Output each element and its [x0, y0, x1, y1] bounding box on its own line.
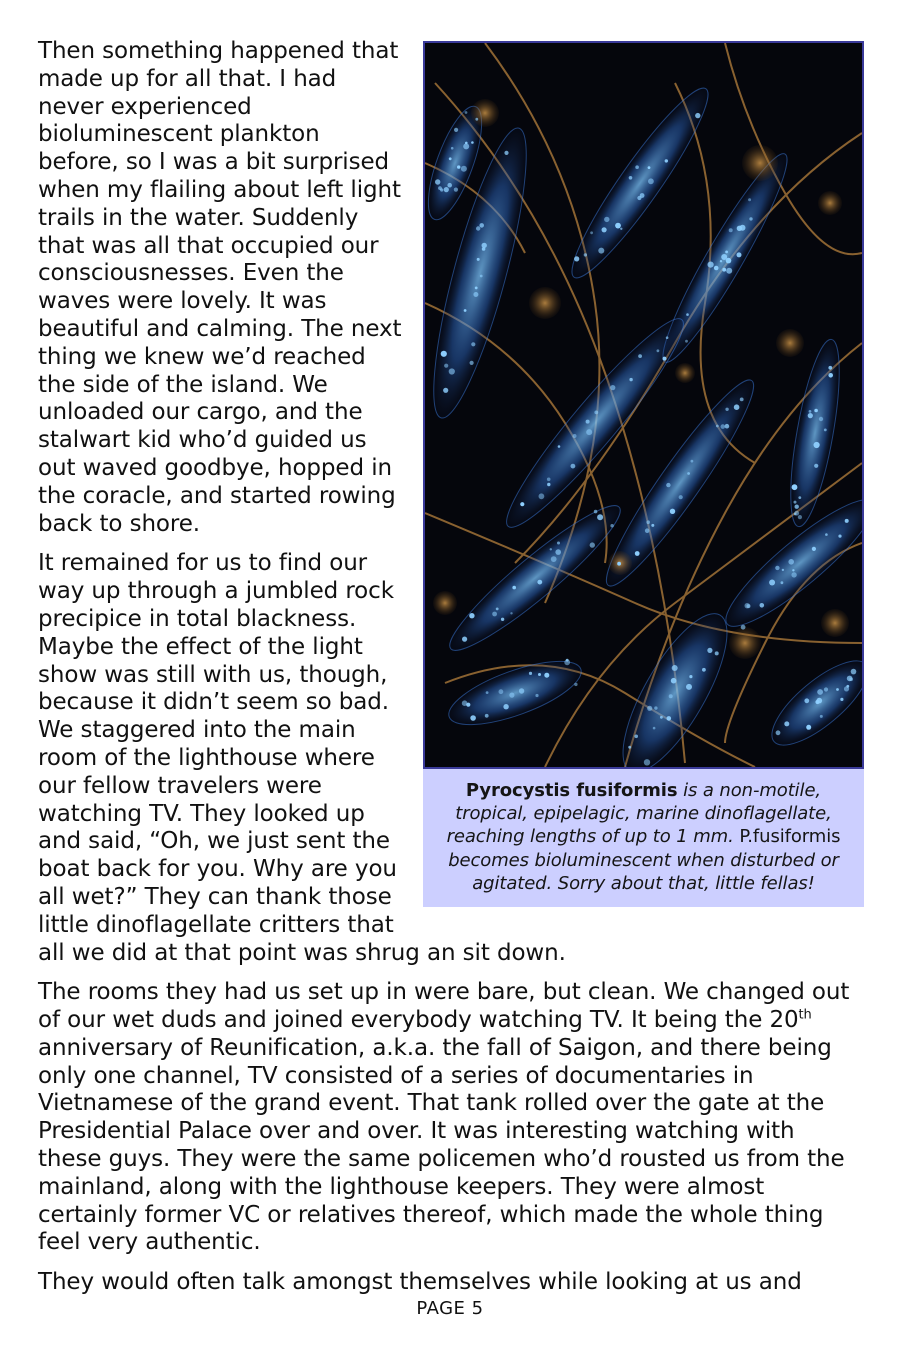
- photo-amber-speck: [675, 363, 695, 383]
- photo-glow-dot: [628, 746, 631, 749]
- photo-glow-dot: [708, 262, 714, 268]
- photo-glow-dot: [828, 366, 832, 370]
- photo-glow-dot: [844, 686, 849, 691]
- photo-glow-dot: [726, 268, 732, 274]
- photo-glow-dot: [635, 551, 640, 556]
- figure-caption: [423, 769, 864, 907]
- photo-glow-dot: [648, 178, 654, 184]
- photo-glow-dot: [647, 706, 652, 711]
- photo-amber-speck: [433, 591, 457, 615]
- photo-glow-dot: [444, 187, 449, 192]
- photo-glow-dot: [749, 217, 752, 220]
- photo-glow-dot: [594, 411, 598, 415]
- photo-glow-dot: [776, 730, 781, 735]
- photo-glow-dot: [666, 483, 670, 487]
- photo-glow-dot: [503, 704, 508, 709]
- photo-amber-speck: [529, 287, 561, 319]
- photo-glow-dot: [836, 688, 839, 691]
- photo-glow-dot: [775, 566, 779, 570]
- photo-glow-dot: [725, 251, 728, 254]
- photo-glow-dot: [714, 266, 719, 271]
- photo-glow-dot: [610, 385, 615, 390]
- photo-glow-dot: [640, 193, 645, 198]
- photo-glow-dot: [447, 183, 452, 188]
- photo-glow-dot: [470, 361, 474, 365]
- photo-glow-dot: [486, 691, 489, 694]
- photo-glow-dot: [482, 243, 487, 248]
- photo-glow-dot: [564, 659, 570, 665]
- photo-glow-dot: [574, 683, 577, 686]
- photo-glow-dot: [651, 524, 654, 527]
- photo-glow-dot: [720, 260, 722, 262]
- photo-glow-dot: [792, 484, 798, 490]
- photo-glow-dot: [547, 478, 551, 482]
- photo-glow-dot: [669, 694, 673, 698]
- photo-glow-dot: [529, 672, 532, 675]
- photo-glow-dot: [792, 569, 794, 571]
- caption-species-name: Pyrocystis fusiformis: [465, 780, 678, 801]
- photo-glow-dot: [788, 559, 794, 565]
- photo-glow-dot: [812, 547, 816, 551]
- photo-glow-dot: [814, 442, 820, 448]
- photo-glow-dot: [476, 226, 480, 230]
- photo-glow-dot: [670, 509, 675, 514]
- photo-glow-dot: [825, 533, 828, 536]
- photo-glow-dot: [598, 248, 604, 254]
- photo-glow-dot: [550, 548, 552, 550]
- photo-glow-dot: [501, 618, 504, 621]
- photo-glow-dot: [748, 198, 751, 201]
- photo-glow-dot: [689, 675, 692, 678]
- photo-glow-dot: [638, 354, 642, 358]
- photo-glow-dot: [604, 217, 609, 222]
- photo-glow-dot: [784, 721, 789, 726]
- photo-glow-dot: [782, 569, 784, 571]
- photo-glow-dot: [660, 716, 663, 719]
- photo-glow-dot: [798, 515, 802, 519]
- photo-glow-dot: [520, 502, 524, 506]
- photo-glow-dot: [557, 542, 560, 545]
- photo-glow-dot: [847, 676, 853, 682]
- paragraph-3-text-a: The rooms they had us set up in were bare, but clean. We changed out of our wet duds and joined everybody watching TV. It being the 20: [38, 979, 850, 1034]
- photo-glow-dot: [440, 188, 443, 191]
- photo-glow-dot: [466, 703, 470, 707]
- photo-glow-dot: [590, 231, 593, 234]
- photo-glow-dot: [435, 179, 440, 184]
- photo-glow-dot: [685, 340, 688, 343]
- photo-glow-dot: [602, 227, 607, 232]
- photo-glow-dot: [671, 678, 677, 684]
- photo-glow-dot: [475, 118, 478, 121]
- paragraph-2: It remained for us to find our way up through a jumbled rock precipice in total blackness. Maybe the effect of the light show was still with us, though, because it didn’t seem so bad. We staggered into the main room of the lighthouse where our fellow travelers were watching TV. They looked up and said, “Oh, we just sent the boat back for you. Why are you all wet?” They can thank those little dinoflagellate critters that all we did at that point was shrug an sit down.: [38, 550, 566, 966]
- photo-glow-dot: [465, 111, 468, 114]
- photo-glow-dot: [740, 398, 744, 402]
- photo-glow-dot: [475, 287, 478, 290]
- photo-glow-dot: [555, 549, 561, 555]
- photo-glow-dot: [477, 258, 480, 261]
- photo-glow-dot: [672, 665, 678, 671]
- photo-glow-dot: [544, 673, 549, 678]
- photo-glow-dot: [840, 698, 843, 701]
- photo-glow-dot: [471, 342, 475, 346]
- photo-glow-dot: [449, 368, 455, 374]
- photo-glow-dot: [804, 698, 809, 703]
- photo-glow-dot: [463, 143, 469, 149]
- photo-glow-dot: [737, 252, 742, 257]
- photo-glow-dot: [716, 425, 719, 428]
- photo-glow-dot: [451, 147, 454, 150]
- photo-glow-dot: [594, 510, 598, 514]
- photo-amber-speck: [821, 609, 849, 637]
- photo-glow-dot: [634, 735, 638, 739]
- photo-glow-dot: [737, 226, 742, 231]
- photo-glow-dot: [814, 464, 818, 468]
- photo-amber-speck: [742, 145, 778, 181]
- photo-amber-speck: [776, 329, 804, 357]
- plankton-figure: [423, 41, 864, 907]
- photo-glow-dot: [471, 141, 474, 144]
- page-number: PAGE 5: [416, 1298, 484, 1319]
- photo-glow-dot: [824, 429, 827, 432]
- caption-text-2: becomes bioluminescent when disturbed or agitated. Sorry about that, little fellas!: [448, 849, 839, 894]
- photo-glow-dot: [571, 464, 576, 469]
- caption-text-1: is a non-motile, tropical, epipelagic, marine dinoflagellate, reaching lengths of up to 1 mm.: [446, 780, 832, 848]
- photo-glow-dot: [760, 603, 765, 608]
- photo-glow-dot: [814, 409, 818, 413]
- photo-glow-dot: [794, 513, 797, 516]
- photo-glow-dot: [798, 496, 801, 499]
- photo-glow-dot: [702, 668, 706, 672]
- photo-glow-dot: [597, 514, 603, 520]
- photo-glow-dot: [629, 176, 633, 180]
- photo-glow-dot: [806, 725, 811, 730]
- photo-glow-dot: [538, 673, 541, 676]
- photo-glow-dot: [686, 684, 692, 690]
- photo-glow-dot: [499, 689, 504, 694]
- photo-glow-dot: [617, 562, 621, 566]
- photo-glow-dot: [687, 472, 690, 475]
- photo-glow-dot: [845, 519, 849, 523]
- photo-glow-dot: [470, 715, 476, 721]
- paragraph-3: [38, 979, 864, 1257]
- photo-glow-dot: [512, 586, 516, 590]
- photo-glow-dot: [741, 625, 746, 630]
- paragraph-3-text-b: anniversary of Reunification, a.k.a. the fall of Saigon, and there being only one channel, TV consisted of a series of documentaries in Vietnamese of the grand event. That tank rolled over the gate at the Presidential Palace over and over. It was interesting watching with these guys. They were the same policemen who’d rousted us from the mainland, along with the lighthouse keepers. They were almost certainly former VC or relatives thereof, which made the whole thing feel very authentic.: [38, 1034, 845, 1256]
- article-body: [38, 38, 864, 1309]
- photo-amber-speck: [471, 99, 499, 127]
- plankton-photo: [423, 41, 864, 769]
- photo-glow-dot: [586, 429, 592, 435]
- photo-glow-dot: [654, 706, 657, 709]
- photo-glow-dot: [454, 188, 458, 192]
- photo-glow-dot: [504, 151, 508, 155]
- photo-glow-dot: [666, 336, 669, 339]
- photo-glow-dot: [551, 556, 557, 562]
- photo-glow-dot: [444, 364, 448, 368]
- photo-glow-dot: [519, 688, 524, 693]
- photo-glow-dot: [657, 349, 660, 352]
- photo-glow-dot: [574, 256, 579, 261]
- photo-glow-dot: [573, 434, 577, 438]
- photo-glow-dot: [510, 612, 512, 614]
- photo-glow-dot: [473, 292, 478, 297]
- photo-glow-dot: [820, 715, 823, 718]
- photo-glow-dot: [558, 445, 561, 448]
- photo-glow-dot: [725, 408, 728, 411]
- photo-glow-dot: [828, 373, 833, 378]
- photo-glow-dot: [449, 157, 452, 160]
- photo-glow-dot: [838, 535, 841, 538]
- photo-glow-dot: [464, 309, 467, 312]
- photo-glow-dot: [537, 580, 542, 585]
- photo-amber-speck: [729, 627, 761, 659]
- photo-glow-dot: [745, 603, 750, 608]
- photo-glow-dot: [815, 700, 819, 704]
- photo-glow-dot: [485, 714, 489, 718]
- photo-glow-dot: [584, 253, 587, 256]
- photo-glow-dot: [629, 378, 632, 381]
- photo-glow-dot: [509, 693, 514, 698]
- photo-glow-dot: [496, 608, 499, 611]
- photo-glow-dot: [461, 166, 467, 172]
- photo-glow-dot: [707, 648, 712, 653]
- photo-glow-dot: [769, 580, 775, 586]
- paragraph-1: Then something happened that made up for all that. I had never experienced bioluminescent plankton before, so I was a bit surprised when my flailing about left light trails in the water. Suddenly that was all that occupied our consciousnesses. Even the waves were lovely. It was beautiful and calming. The next thing we knew we’d reached the side of the island. We unloaded our cargo, and the stalwart kid who’d guided us out waved goodbye, hopped in the coracle, and started rowing back to shore.: [38, 38, 402, 537]
- photo-glow-dot: [441, 351, 447, 357]
- photo-glow-dot: [645, 528, 650, 533]
- photo-glow-dot: [635, 165, 639, 169]
- ordinal-superscript: th: [798, 1007, 812, 1023]
- photo-glow-dot: [492, 612, 497, 617]
- photo-glow-dot: [725, 424, 730, 429]
- photo-glow-dot: [620, 228, 622, 230]
- photo-glow-dot: [665, 159, 668, 162]
- photo-amber-speck: [818, 191, 842, 215]
- photo-glow-dot: [715, 651, 719, 655]
- caption-species-abbrev: P.fusiformis: [739, 826, 841, 848]
- photo-glow-dot: [791, 572, 796, 577]
- photo-glow-dot: [721, 424, 726, 429]
- photo-glow-dot: [794, 501, 797, 504]
- photo-glow-dot: [590, 542, 595, 547]
- photo-glow-dot: [644, 759, 650, 765]
- photo-glow-dot: [819, 417, 823, 421]
- photo-glow-dot: [535, 694, 538, 697]
- photo-glow-dot: [610, 524, 613, 527]
- photo-glow-dot: [824, 687, 828, 691]
- photo-glow-dot: [547, 483, 550, 486]
- photo-glow-dot: [695, 113, 700, 118]
- photo-glow-dot: [808, 413, 813, 418]
- photo-glow-dot: [721, 254, 727, 260]
- photo-glow-dot: [795, 505, 799, 509]
- photo-glow-dot: [479, 223, 484, 228]
- photo-glow-dot: [480, 275, 483, 278]
- photo-glow-dot: [457, 165, 460, 168]
- photo-glow-dot: [648, 166, 651, 169]
- photo-glow-dot: [781, 581, 784, 584]
- photo-glow-dot: [443, 388, 448, 393]
- photo-glow-dot: [663, 357, 667, 361]
- photo-glow-dot: [734, 404, 740, 410]
- photo-glow-dot: [469, 613, 474, 618]
- photo-glow-dot: [679, 495, 683, 499]
- photo-glow-dot: [817, 689, 823, 695]
- photo-glow-dot: [667, 716, 672, 721]
- photo-glow-dot: [851, 669, 857, 675]
- photo-glow-dot: [615, 223, 621, 229]
- photo-glow-dot: [729, 228, 733, 232]
- paragraph-4: They would often talk amongst themselves while looking at us and: [38, 1269, 802, 1296]
- photo-glow-dot: [586, 420, 590, 424]
- photo-glow-dot: [653, 727, 656, 730]
- photo-glow-dot: [539, 493, 545, 499]
- photo-glow-dot: [454, 128, 458, 132]
- photo-glow-dot: [809, 410, 812, 413]
- photo-glow-dot: [646, 520, 650, 524]
- photo-glow-dot: [462, 637, 467, 642]
- photo-glow-dot: [691, 460, 694, 463]
- photo-glow-dot: [686, 313, 689, 316]
- photo-glow-dot: [722, 268, 726, 272]
